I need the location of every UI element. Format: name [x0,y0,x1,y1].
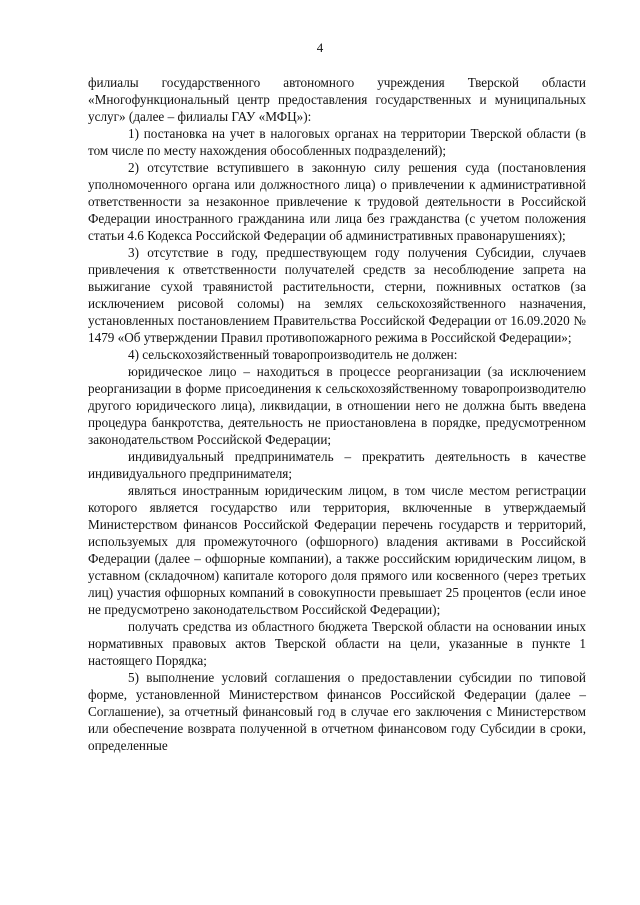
paragraph-other-funds: получать средства из областного бюджета Тверской области на основании иных нормативных правовых актов Тверской области на цели, указанные в пункте 1 настоящего Порядка; [88,619,586,668]
paragraph-intro: филиалы государственного автономного учреждения Тверской области «Многофункциональный центр предоставления государственных и муниципальных услуг» (далее – филиалы ГАУ «МФЦ»): [88,75,586,124]
paragraph-item-4: 4) сельскохозяйственный товаропроизводитель не должен: [128,347,458,362]
page-number: 4 [316,40,324,55]
paragraph-foreign-entity: являться иностранным юридическим лицом, в том числе местом регистрации которого является государство или территория, включенные в утверждаемый Министерством финансов Российской Федерации перечень государств и территорий, используемых для промежуточного (офшорного) владения активами в Российской Федерации (далее – офшорные компании), а также российским юридическим лицом, в уставном (складочном) капитале которого доля прямого или косвенного (через третьих лиц) участия офшорных компаний в совокупности превышает 25 процентов (если иное не предусмотрено законодательством Российской Федерации); [88,483,586,617]
paragraph-item-2: 2) отсутствие вступившего в законную силу решения суда (постановления уполномоченного органа или должностного лица) о привлечении к административной ответственности за незаконное привлечение к трудовой деятельности в Российской Федерации иностранного гражданина или лица без гражданства (с учетом положения статьи 4.6 Кодекса Российской Федерации об административных правонарушениях); [88,160,586,243]
document-body [88,74,586,754]
paragraph-legal-entity: юридическое лицо – находиться в процессе реорганизации (за исключением реорганизации в форме присоединения к сельскохозяйственному товаропроизводителю другого юридического лица), ликвидации, в отношении него не должна быть введена процедура банкротства, деятельность не приостановлена в порядке, предусмотренном законодательством Российской Федерации; [88,364,586,447]
paragraph-item-3: 3) отсутствие в году, предшествующем году получения Субсидии, случаев привлечения к ответственности получателей средств за несоблюдение запрета на выжигание сухой травянистой растительности, стерни, пожнивных остатков (за исключением рисовой соломы) на землях сельскохозяйственного назначения, установленных постановлением Правительства Российской Федерации от 16.09.2020 № 1479 «Об утверждении Правил противопожарного режима в Российской Федерации»; [88,245,586,345]
paragraph-item-1: 1) постановка на учет в налоговых органах на территории Тверской области (в том числе по месту нахождения обособленных подразделений); [88,126,586,158]
paragraph-individual-entrepreneur: индивидуальный предприниматель – прекратить деятельность в качестве индивидуального предпринимателя; [88,449,586,481]
paragraph-item-5: 5) выполнение условий соглашения о предоставлении субсидии по типовой форме, установленной Министерством финансов Российской Федерации (далее – Соглашение), за отчетный финансовый год в случае его заключения с Министерством или обеспечение возврата полученной в отчетном финансовом году Субсидии в сроки, определенные [88,670,586,753]
